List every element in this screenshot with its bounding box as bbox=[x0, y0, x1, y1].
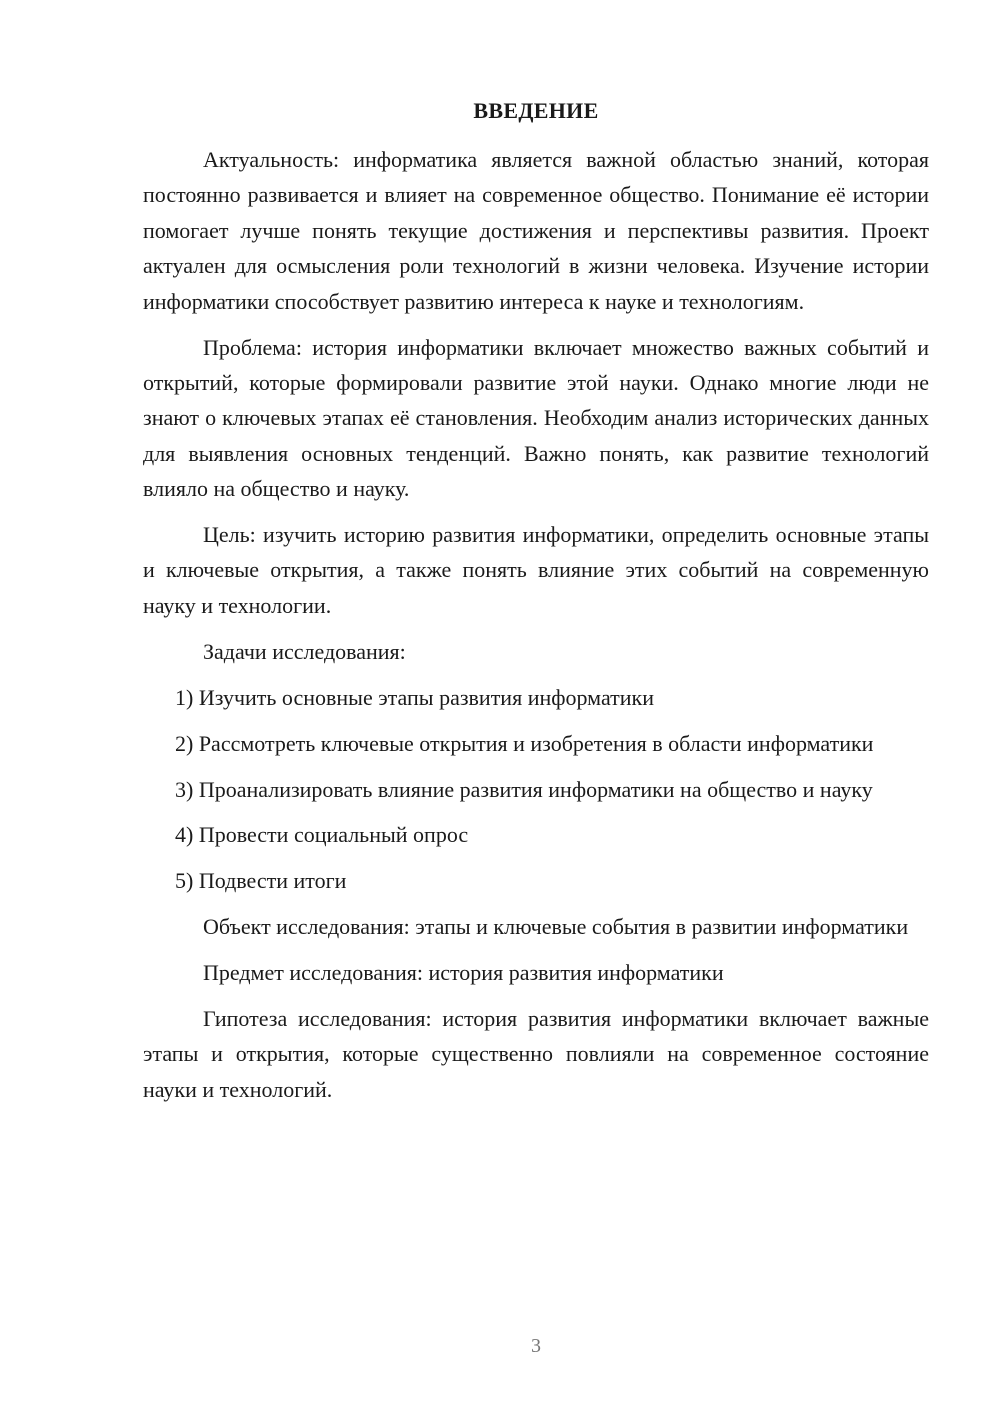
task-item-3: 3) Проанализировать влияние развития информатики на общество и науку bbox=[175, 776, 873, 802]
document-body bbox=[143, 142, 929, 1118]
task-item-2: 2) Рассмотреть ключевые открытия и изобретения в области информатики bbox=[175, 730, 874, 756]
paragraph-tasks-title: Задачи исследования: bbox=[203, 638, 406, 664]
task-item-1: 1) Изучить основные этапы развития информатики bbox=[175, 684, 654, 710]
task-item-4: 4) Провести социальный опрос bbox=[175, 822, 469, 848]
paragraph-subject: Предмет исследования: история развития информатики bbox=[203, 960, 724, 986]
paragraph-hypothesis: Гипотеза исследования: история развития информатики включает важные этапы и открытия, которые существенно повлияли на современное состояние науки и технологий. bbox=[143, 1006, 929, 1102]
paragraph-problem: Проблема: история информатики включает множество важных событий и открытий, которые формировали развитие этой науки. Однако многие люди не знают о ключевых этапах её становления. Необходим анализ исторических данных для выявления основных тенденций. Важно понять, как развитие технологий влияло на общество и науку. bbox=[143, 334, 929, 502]
paragraph-relevance: Актуальность: информатика является важной областью знаний, которая постоянно развивается и влияет на современное общество. Понимание её истории помогает лучше понять текущие достижения и перспективы развития. Проект актуален для осмысления роли технологий в жизни человека. Изучение истории информатики способствует развитию интереса к науке и технологиям. bbox=[143, 147, 929, 314]
task-item-5: 5) Подвести итоги bbox=[175, 868, 347, 894]
section-heading: ВВЕДЕНИЕ bbox=[473, 98, 599, 123]
paragraph-goal: Цель: изучить историю развития информатики, определить основные этапы и ключевые открытия, а также понять влияние этих событий на современную науку и технологии. bbox=[143, 522, 929, 618]
paragraph-object: Объект исследования: этапы и ключевые события в развитии информатики bbox=[203, 914, 909, 940]
page-number: 3 bbox=[531, 1335, 541, 1357]
